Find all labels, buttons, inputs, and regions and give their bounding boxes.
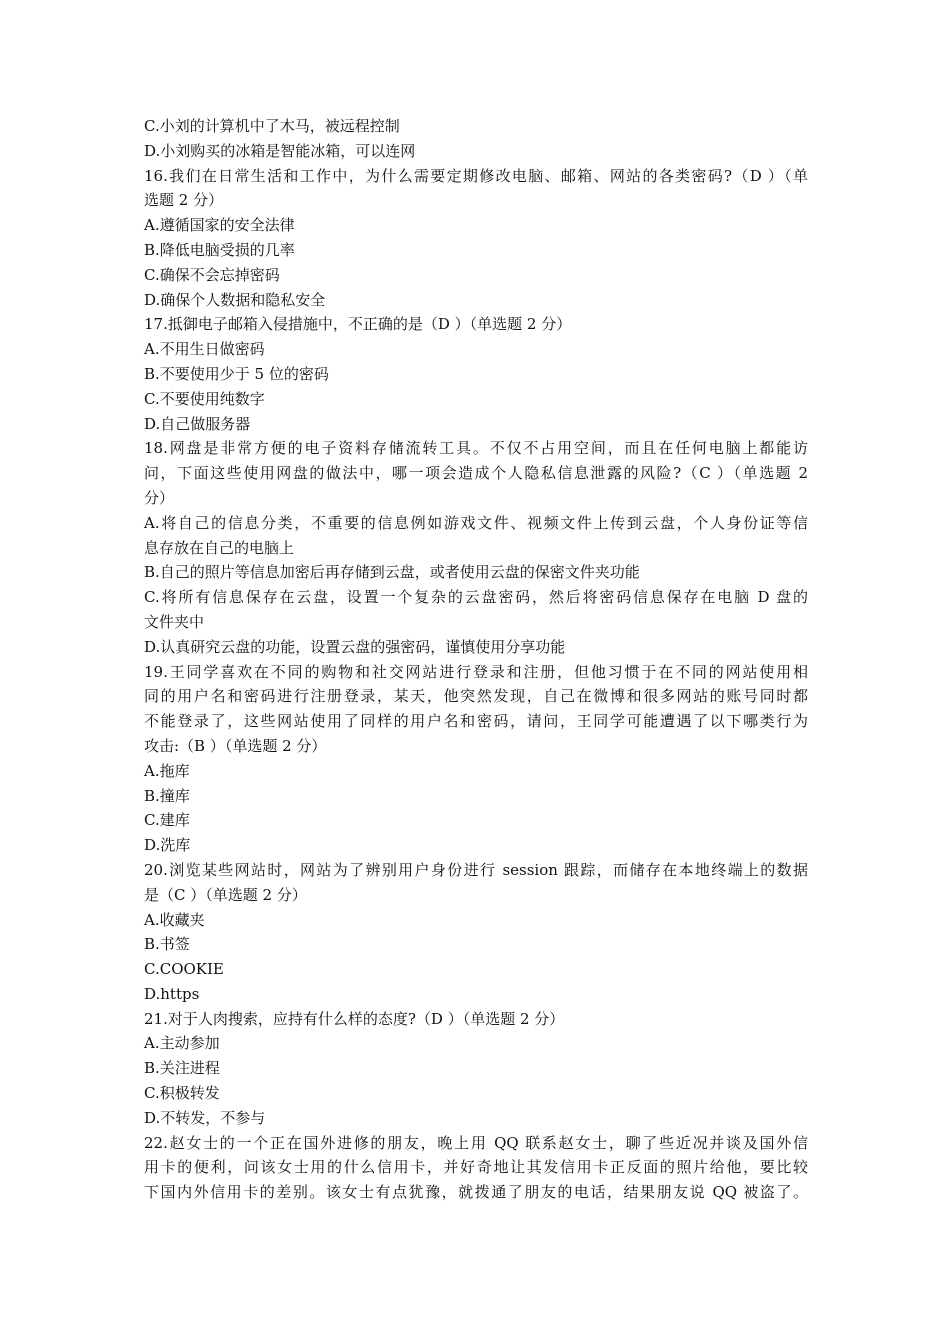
option-text: A.遵循国家的安全法律 bbox=[144, 216, 295, 235]
option-text: B.关注进程 bbox=[144, 1059, 220, 1078]
option-text: C.积极转发 bbox=[144, 1084, 220, 1103]
option-text: D.不转发，不参与 bbox=[144, 1108, 266, 1127]
option-text: B.书签 bbox=[144, 935, 190, 954]
question-22-text-cont: 下国内外信用卡的差别。该女士有点犹豫，就拨通了朋友的电话，结果朋友说 QQ 被盗了。 bbox=[144, 1183, 808, 1202]
option-text: C.小刘的计算机中了木马，被远程控制 bbox=[144, 117, 400, 135]
option-text: B.降低电脑受损的几率 bbox=[144, 240, 295, 259]
option-text: D.小刘购买的冰箱是智能冰箱，可以连网 bbox=[144, 141, 416, 160]
question-18-text: 18.网盘是非常方便的电子资料存储流转工具。不仅不占用空间，而且在任何电脑上都能访 bbox=[144, 439, 808, 458]
question-20-text-cont: 是（C ）（单选题 2 分） bbox=[144, 885, 307, 904]
question-17-text: 17.抵御电子邮箱入侵措施中，不正确的是（D ）（单选题 2 分） bbox=[144, 315, 572, 334]
question-20-text: 20.浏览某些网站时，网站为了辨别用户身份进行 session 跟踪，而储存在本地终端上的数据 bbox=[144, 860, 808, 879]
question-21-text: 21.对于人肉搜索，应持有什么样的态度?（D ）（单选题 2 分） bbox=[144, 1009, 565, 1028]
option-text-cont: 文件夹中 bbox=[144, 612, 205, 631]
question-22-text-cont: 用卡的便利，问该女士用的什么信用卡，并好奇地让其发信用卡正反面的照片给他，要比较 bbox=[144, 1158, 808, 1177]
option-text: B.撞库 bbox=[144, 786, 190, 805]
option-text: D.确保个人数据和隐私安全 bbox=[144, 290, 326, 309]
question-16-text-cont: 选题 2 分） bbox=[144, 191, 224, 210]
option-text: C.确保不会忘掉密码 bbox=[144, 265, 280, 284]
option-text: A.不用生日做密码 bbox=[144, 340, 265, 359]
question-18-text-cont: 问，下面这些使用网盘的做法中，哪一项会造成个人隐私信息泄露的风险?（C ）（单选题 2 bbox=[144, 464, 808, 483]
option-text: C.COOKIE bbox=[144, 960, 224, 979]
question-16-text: 16.我们在日常生活和工作中，为什么需要定期修改电脑、邮箱、网站的各类密码?（D ）（单 bbox=[144, 166, 808, 185]
option-text: A.将自己的信息分类，不重要的信息例如游戏文件、视频文件上传到云盘，个人身份证等信 bbox=[144, 513, 808, 532]
option-text: A.拖库 bbox=[144, 761, 190, 780]
option-text: B.自己的照片等信息加密后再存储到云盘，或者使用云盘的保密文件夹功能 bbox=[144, 563, 640, 582]
option-text: D.认真研究云盘的功能，设置云盘的强密码，谨慎使用分享功能 bbox=[144, 637, 566, 656]
question-22-text: 22.赵女士的一个正在国外进修的朋友，晚上用 QQ 联系赵女士，聊了些近况并谈及国外信 bbox=[144, 1133, 808, 1152]
option-text: D.https bbox=[144, 984, 200, 1003]
option-text-cont: 息存放在自己的电脑上 bbox=[144, 538, 295, 557]
question-19-text-cont: 同的用户名和密码进行注册登录，某天，他突然发现，自己在微博和很多网站的账号同时都 bbox=[144, 687, 808, 706]
option-text: D.自己做服务器 bbox=[144, 414, 251, 433]
question-18-text-cont: 分） bbox=[144, 488, 175, 507]
option-text: A.主动参加 bbox=[144, 1034, 220, 1053]
document-page bbox=[144, 114, 808, 1205]
option-text: D.洗库 bbox=[144, 836, 191, 855]
option-text: C.建库 bbox=[144, 811, 190, 830]
question-19-text-cont: 攻击:（B ）（单选题 2 分） bbox=[144, 736, 327, 755]
option-text: A.收藏夹 bbox=[144, 910, 205, 929]
question-19-text-cont: 不能登录了，这些网站使用了同样的用户名和密码，请问，王同学可能遭遇了以下哪类行为 bbox=[144, 712, 808, 731]
option-text: B.不要使用少于 5 位的密码 bbox=[144, 364, 329, 383]
option-text: C.将所有信息保存在云盘，设置一个复杂的云盘密码，然后将密码信息保存在电脑 D 盘的 bbox=[144, 588, 808, 607]
option-text: C.不要使用纯数字 bbox=[144, 389, 265, 408]
question-19-text: 19.王同学喜欢在不同的购物和社交网站进行登录和注册，但他习惯于在不同的网站使用相 bbox=[144, 662, 808, 681]
